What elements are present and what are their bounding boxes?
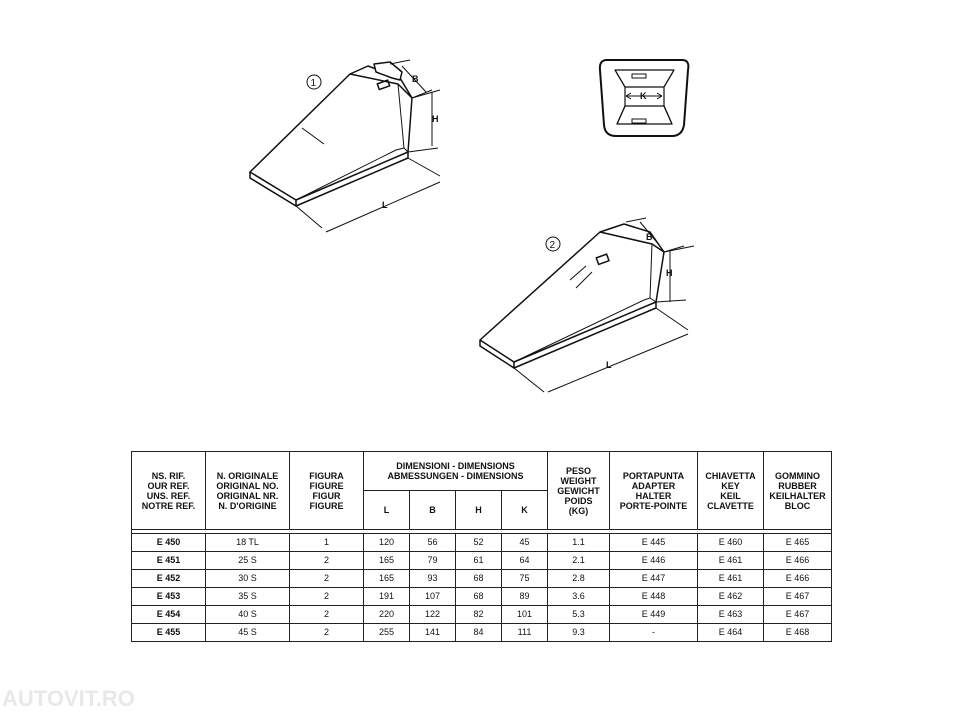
cell-weight: 1.1 — [548, 534, 610, 552]
cell-ref: E 452 — [132, 570, 206, 588]
cell-weight: 9.3 — [548, 624, 610, 642]
cell-h: 61 — [456, 552, 502, 570]
cell-adapter: E 449 — [610, 606, 698, 624]
figure-2-tooth-drawing — [480, 224, 664, 368]
cell-k: 45 — [502, 534, 548, 552]
cell-k: 101 — [502, 606, 548, 624]
cell-key: E 461 — [698, 552, 764, 570]
cell-l: 165 — [364, 570, 410, 588]
cell-figure: 2 — [290, 606, 364, 624]
header-rubber: GOMMINO RUBBER KEILHALTER BLOC — [764, 452, 832, 530]
table-row — [132, 624, 832, 642]
cell-key: E 463 — [698, 606, 764, 624]
cell-ref: E 454 — [132, 606, 206, 624]
cell-l: 165 — [364, 552, 410, 570]
cell-adapter: E 447 — [610, 570, 698, 588]
cell-figure: 2 — [290, 588, 364, 606]
cell-k: 89 — [502, 588, 548, 606]
cell-rubber: E 467 — [764, 588, 832, 606]
cell-l: 191 — [364, 588, 410, 606]
figure-2-dim-l: L — [606, 360, 612, 370]
cell-adapter: E 448 — [610, 588, 698, 606]
cell-h: 52 — [456, 534, 502, 552]
cell-adapter: E 445 — [610, 534, 698, 552]
figure-1-dim-l: L — [382, 200, 388, 210]
figure-1-tooth-drawing — [250, 62, 412, 206]
cell-l: 255 — [364, 624, 410, 642]
table-row — [132, 552, 832, 570]
cell-weight: 2.8 — [548, 570, 610, 588]
cell-rubber: E 468 — [764, 624, 832, 642]
header-l: L — [364, 491, 410, 530]
table-row — [132, 606, 832, 624]
figure-2-dim-b: B — [646, 232, 653, 242]
cell-ref: E 453 — [132, 588, 206, 606]
cell-b: 122 — [410, 606, 456, 624]
figure-2-number: 2 — [549, 240, 556, 251]
cell-ref: E 451 — [132, 552, 206, 570]
cell-l: 120 — [364, 534, 410, 552]
cell-h: 68 — [456, 570, 502, 588]
cell-adapter: - — [610, 624, 698, 642]
cell-rubber: E 466 — [764, 570, 832, 588]
cell-b: 141 — [410, 624, 456, 642]
table-row — [132, 570, 832, 588]
table-row — [132, 588, 832, 606]
cell-figure: 1 — [290, 534, 364, 552]
header-adapter: PORTAPUNTA ADAPTER HALTER PORTE-POINTE — [610, 452, 698, 530]
cell-key: E 460 — [698, 534, 764, 552]
cell-ref: E 450 — [132, 534, 206, 552]
watermark: AUTOVIT.RO — [2, 686, 135, 711]
cell-weight: 2.1 — [548, 552, 610, 570]
cell-rubber: E 465 — [764, 534, 832, 552]
header-figure: FIGURA FIGURE FIGUR FIGURE — [290, 452, 364, 530]
cell-original: 18 TL — [206, 534, 290, 552]
figure-1-dim-b: B — [412, 74, 419, 84]
cell-adapter: E 446 — [610, 552, 698, 570]
section-dim-k: K — [640, 91, 647, 101]
cell-ref: E 455 — [132, 624, 206, 642]
cell-figure: 2 — [290, 570, 364, 588]
header-weight: PESO WEIGHT GEWICHT POIDS (KG) — [548, 452, 610, 530]
cell-h: 82 — [456, 606, 502, 624]
cell-figure: 2 — [290, 552, 364, 570]
cell-rubber: E 467 — [764, 606, 832, 624]
cell-weight: 5.3 — [548, 606, 610, 624]
header-h: H — [456, 491, 502, 530]
figure-2-dim-h: H — [666, 268, 673, 278]
cell-b: 56 — [410, 534, 456, 552]
cell-b: 93 — [410, 570, 456, 588]
cell-h: 68 — [456, 588, 502, 606]
cell-key: E 462 — [698, 588, 764, 606]
cell-figure: 2 — [290, 624, 364, 642]
cell-key: E 461 — [698, 570, 764, 588]
table-row — [132, 534, 832, 552]
cell-b: 79 — [410, 552, 456, 570]
cell-weight: 3.6 — [548, 588, 610, 606]
header-key: CHIAVETTA KEY KEIL CLAVETTE — [698, 452, 764, 530]
cell-k: 75 — [502, 570, 548, 588]
cell-original: 40 S — [206, 606, 290, 624]
cell-rubber: E 466 — [764, 552, 832, 570]
header-k: K — [502, 491, 548, 530]
cell-key: E 464 — [698, 624, 764, 642]
cell-original: 35 S — [206, 588, 290, 606]
figure-1-number: 1 — [310, 78, 317, 89]
spec-table — [131, 451, 832, 642]
cell-original: 45 S — [206, 624, 290, 642]
cell-h: 84 — [456, 624, 502, 642]
header-original: N. ORIGINALE ORIGINAL NO. ORIGINAL NR. N. D'ORIGINE — [206, 452, 290, 530]
header-ref: NS. RIF. OUR REF. UNS. REF. NOTRE REF. — [132, 452, 206, 530]
cell-l: 220 — [364, 606, 410, 624]
cell-b: 107 — [410, 588, 456, 606]
figure-1-dim-h: H — [432, 114, 439, 124]
header-b: B — [410, 491, 456, 530]
cell-k: 64 — [502, 552, 548, 570]
cell-k: 111 — [502, 624, 548, 642]
cell-original: 30 S — [206, 570, 290, 588]
header-dimensions: DIMENSIONI - DIMENSIONS ABMESSUNGEN - DIMENSIONS — [364, 452, 548, 491]
cell-original: 25 S — [206, 552, 290, 570]
